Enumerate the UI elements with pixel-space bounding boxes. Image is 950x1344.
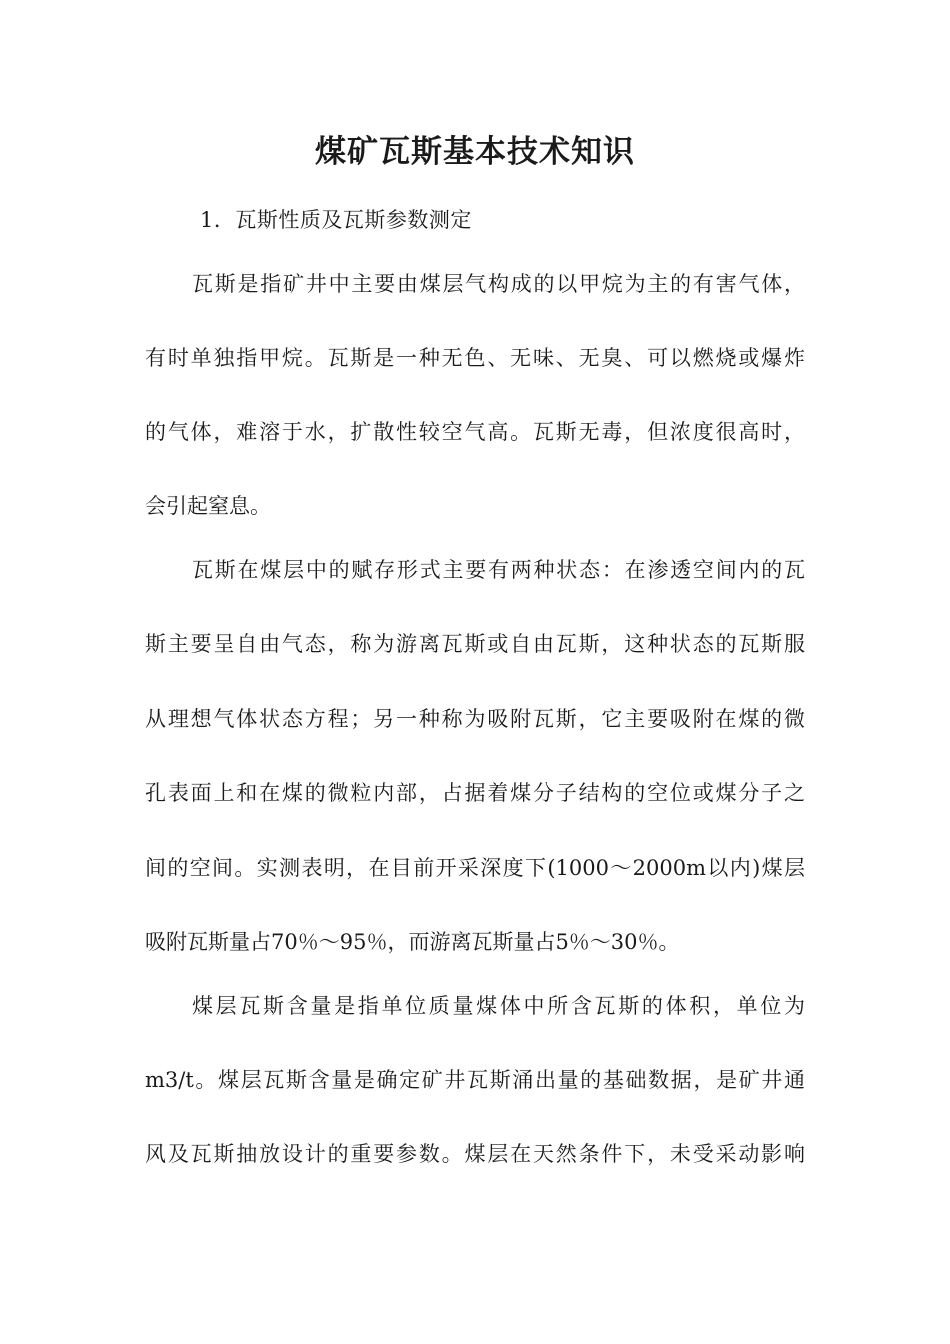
document-title: 煤矿瓦斯基本技术知识: [315, 134, 635, 170]
paragraph-line: 的气体，难溶于水，扩散性较空气高。瓦斯无毒，但浓度很高时，: [145, 420, 805, 444]
paragraph-line: 会引起窒息。: [145, 494, 271, 518]
paragraph-line: 瓦斯在煤层中的赋存形式主要有两种状态：在渗透空间内的瓦: [192, 558, 805, 582]
paragraph-line: 瓦斯是指矿井中主要由煤层气构成的以甲烷为主的有害气体，: [192, 272, 805, 296]
paragraph-line: 斯主要呈自由气态，称为游离瓦斯或自由瓦斯，这种状态的瓦斯服: [145, 632, 805, 656]
paragraph-line: 煤层瓦斯含量是指单位质量煤体中所含瓦斯的体积，单位为: [192, 994, 805, 1018]
paragraph-line: 间的空间。实测表明，在目前开采深度下(1000～2000m以内)煤层: [145, 856, 805, 880]
paragraph-line: 吸附瓦斯量占70％～95％，而游离瓦斯量占5％～30％。: [145, 930, 680, 954]
paragraph-line: m3/t。煤层瓦斯含量是确定矿井瓦斯涌出量的基础数据，是矿井通: [145, 1068, 805, 1092]
paragraph-line: 孔表面上和在煤的微粒内部，占据着煤分子结构的空位或煤分子之: [145, 781, 805, 805]
paragraph-line: 风及瓦斯抽放设计的重要参数。煤层在天然条件下，未受采动影响: [145, 1142, 805, 1166]
paragraph-line: 有时单独指甲烷。瓦斯是一种无色、无味、无臭、可以燃烧或爆炸: [145, 346, 805, 370]
paragraph-line: 从理想气体状态方程；另一种称为吸附瓦斯，它主要吸附在煤的微: [145, 707, 805, 731]
section-heading: 1．瓦斯性质及瓦斯参数测定: [200, 208, 472, 232]
